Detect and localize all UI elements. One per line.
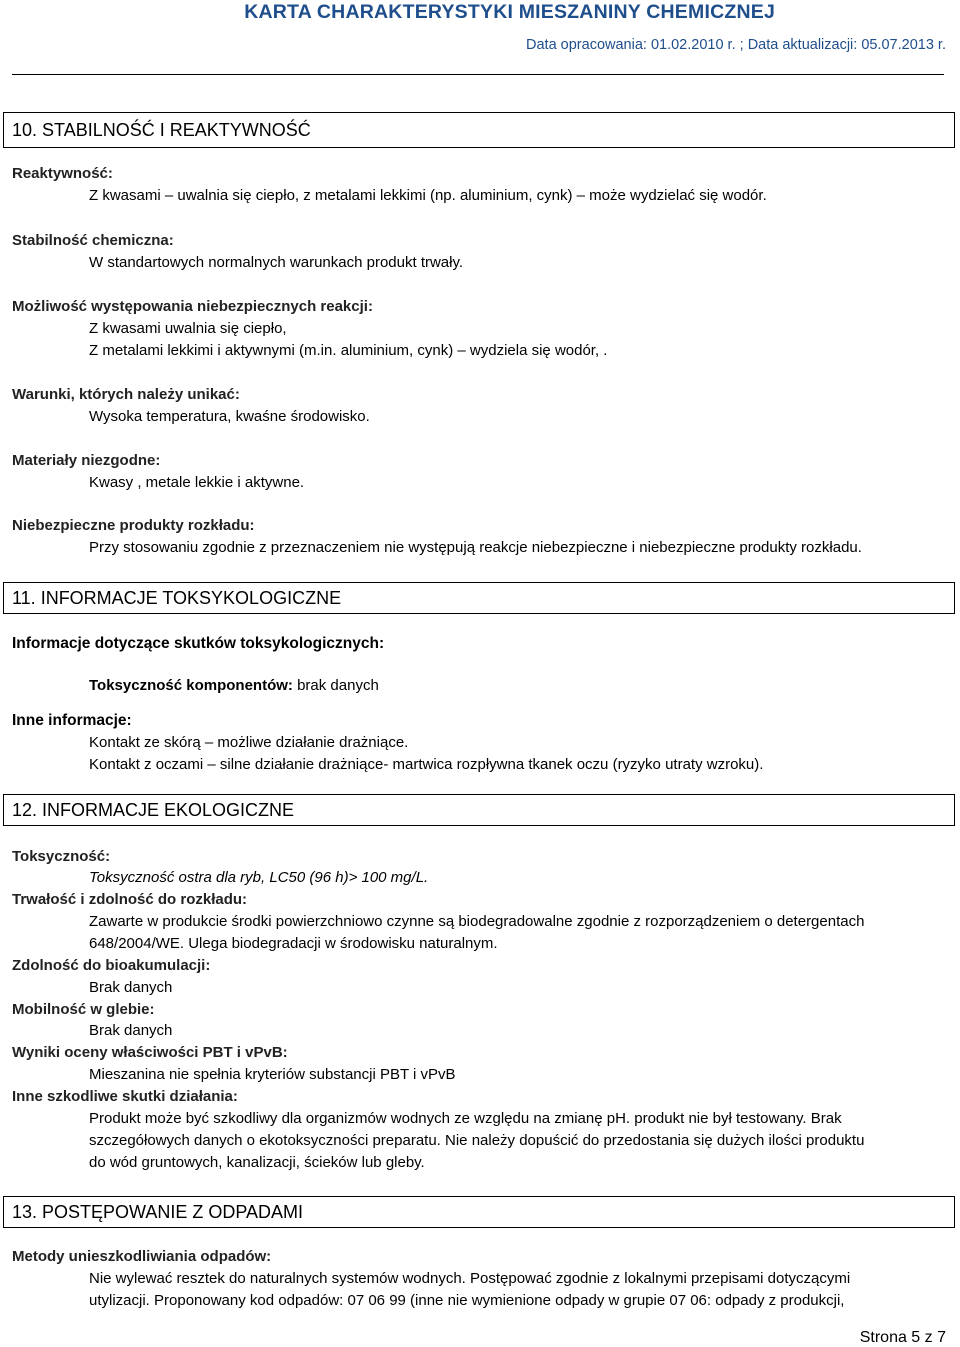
conditions-to-avoid-label: Warunki, których należy unikać: [12, 386, 240, 403]
pbt-assessment-label: Wyniki oceny właściwości PBT i vPvB: [12, 1044, 288, 1061]
components-toxicity-row [89, 677, 379, 694]
stability-label: Stabilność chemiczna: [12, 232, 174, 249]
section-13-heading: 13. POSTĘPOWANIE Z ODPADAMI [3, 1196, 955, 1228]
soil-mobility-label: Mobilność w glebie: [12, 1001, 155, 1018]
disposal-methods-text-1: Nie wylewać resztek do naturalnych systemów wodnych. Postępować zgodnie z lokalnymi przepisami dotyczącymi [89, 1270, 851, 1287]
ecotoxicity-label: Toksyczność: [12, 848, 111, 865]
other-info-text-2: Kontakt z oczami – silne działanie drażniące- martwica rozpływna tkanek oczu (ryzyko utraty wzroku). [89, 756, 764, 773]
other-adverse-effects-text-1: Produkt może być szkodliwy dla organizmów wodnych ze względu na zmianę pH. produkt nie był testowany. Brak [89, 1110, 842, 1127]
other-adverse-effects-text-3: do wód gruntowych, kanalizacji, ścieków lub gleby. [89, 1154, 425, 1171]
bioaccumulation-text: Brak danych [89, 979, 173, 996]
page-number: Strona 5 z 7 [859, 1329, 946, 1346]
disposal-methods-label: Metody unieszkodliwiania odpadów: [12, 1248, 272, 1265]
soil-mobility-text: Brak danych [89, 1022, 173, 1039]
decomposition-products-label: Niebezpieczne produkty rozkładu: [12, 517, 255, 534]
reactivity-text: Z kwasami – uwalnia się ciepło, z metalami lekkimi (np. aluminium, cynk) – może wydzielać się wodór. [89, 187, 767, 204]
components-toxicity-value: brak danych [292, 677, 379, 694]
document-dates: Data opracowania: 01.02.2010 r. ; Data aktualizacji: 05.07.2013 r. [526, 37, 946, 53]
hazardous-reactions-text-1: Z kwasami uwalnia się ciepło, [89, 320, 287, 337]
other-info-text-1: Kontakt ze skórą – możliwe działanie drażniące. [89, 734, 409, 751]
components-toxicity-label: Toksyczność komponentów: [89, 677, 293, 694]
persistence-text-1: Zawarte w produkcie środki powierzchniowo czynne są biodegradowalne zgodnie z rozporządzeniem o detergentach [89, 913, 865, 930]
ecotoxicity-text: Toksyczność ostra dla ryb, LC50 (96 h)> 100 mg/L. [89, 869, 429, 886]
incompatible-materials-label: Materiały niezgodne: [12, 452, 161, 469]
conditions-to-avoid-text: Wysoka temperatura, kwaśne środowisko. [89, 408, 370, 425]
other-adverse-effects-text-2: szczegółowych danych o ekotoksyczności preparatu. Nie należy dopuścić do przedostania się dużych ilości produktu [89, 1132, 865, 1149]
stability-text: W standartowych normalnych warunkach produkt trwały. [89, 254, 464, 271]
persistence-text-2: 648/2004/WE. Ulega biodegradacji w środowisku naturalnym. [89, 935, 498, 952]
section-12-heading: 12. INFORMACJE EKOLOGICZNE [3, 794, 955, 826]
header-rule [12, 74, 944, 75]
toxicological-info-label: Informacje dotyczące skutków toksykologicznych: [12, 635, 385, 652]
hazardous-reactions-text-2: Z metalami lekkimi i aktywnymi (m.in. aluminium, cynk) – wydziela się wodór, . [89, 342, 608, 359]
decomposition-products-text: Przy stosowaniu zgodnie z przeznaczeniem nie występują reakcje niebezpieczne i niebezpieczne produkty rozkładu. [89, 539, 862, 556]
other-adverse-effects-label: Inne szkodliwe skutki działania: [12, 1088, 238, 1105]
section-10-heading: 10. STABILNOŚĆ I REAKTYWNOŚĆ [3, 112, 955, 148]
other-info-label: Inne informacje: [12, 712, 132, 729]
persistence-label: Trwałość i zdolność do rozkładu: [12, 891, 248, 908]
reactivity-label: Reaktywność: [12, 165, 113, 182]
pbt-assessment-text: Mieszanina nie spełnia kryteriów substancji PBT i vPvB [89, 1066, 456, 1083]
incompatible-materials-text: Kwasy , metale lekkie i aktywne. [89, 474, 305, 491]
section-11-heading: 11. INFORMACJE TOKSYKOLOGICZNE [3, 582, 955, 614]
bioaccumulation-label: Zdolność do bioakumulacji: [12, 957, 211, 974]
disposal-methods-text-2: utylizacji. Proponowany kod odpadów: 07 06 99 (inne nie wymienione odpady w grupie 07 06: odpady z produkcji, [89, 1292, 845, 1309]
document-title: KARTA CHARAKTERYSTYKI MIESZANINY CHEMICZNEJ [244, 1, 775, 23]
hazardous-reactions-label: Możliwość występowania niebezpiecznych reakcji: [12, 298, 373, 315]
